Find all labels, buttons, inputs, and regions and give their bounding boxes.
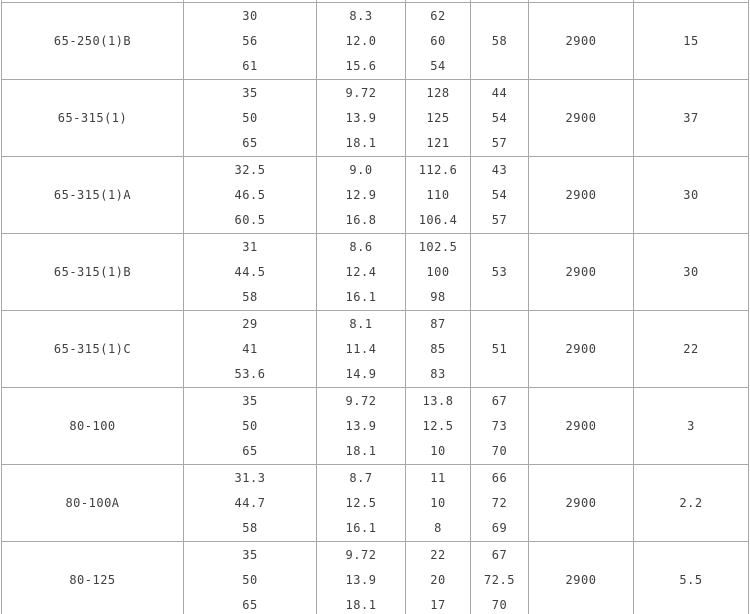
flow-value: 32.5 (234, 162, 266, 177)
table-row (2, 157, 749, 234)
flow-ls-value: 12.9 (345, 187, 377, 202)
head-value: 110 (426, 187, 450, 202)
eff-cell (471, 388, 529, 465)
table-row (2, 80, 749, 157)
power-cell: 15 (634, 3, 749, 80)
eff-value: 54 (491, 187, 508, 202)
flow-ls-value: 18.1 (345, 598, 377, 613)
speed-cell: 2900 (529, 3, 634, 80)
eff-value: 69 (491, 521, 508, 536)
head-value: 8 (434, 521, 442, 536)
eff-value: 58 (491, 33, 508, 48)
eff-cell (471, 234, 529, 311)
head-value: 102.5 (418, 239, 458, 254)
speed-cell: 2900 (529, 234, 634, 311)
speed-cell: 2900 (529, 542, 634, 614)
table-row (2, 234, 749, 311)
head-cell (406, 3, 471, 80)
model-cell: 80-100A (2, 465, 184, 542)
flow-ls-value: 8.1 (349, 316, 373, 331)
head-value: 62 (430, 8, 446, 23)
flow-cell (184, 234, 317, 311)
power-cell: 30 (634, 157, 749, 234)
eff-value: 70 (491, 598, 508, 613)
model-cell: 65-315(1)B (2, 234, 184, 311)
flow-ls-value: 8.7 (349, 470, 373, 485)
flow-ls-value: 13.9 (345, 110, 377, 125)
flow-value: 65 (242, 598, 258, 613)
power-cell: 37 (634, 80, 749, 157)
table-row (2, 388, 749, 465)
flow-value: 65 (242, 444, 258, 459)
head-value: 10 (430, 444, 446, 459)
eff-value: 66 (491, 470, 508, 485)
eff-cell (471, 465, 529, 542)
flow-value: 35 (242, 393, 258, 408)
flow-value: 65 (242, 136, 258, 151)
head-value: 112.6 (418, 162, 458, 177)
power-cell: 5.5 (634, 542, 749, 614)
flow-ls-value: 12.4 (345, 264, 377, 279)
head-value: 128 (426, 85, 450, 100)
model-cell: 80-125 (2, 542, 184, 614)
flow-ls-cell (317, 311, 406, 388)
flow-ls-value: 8.6 (349, 239, 373, 254)
flow-value: 29 (242, 316, 258, 331)
power-cell: 22 (634, 311, 749, 388)
eff-value: 67 (491, 393, 508, 408)
head-value: 10 (430, 495, 446, 510)
eff-cell (471, 311, 529, 388)
power-cell: 30 (634, 234, 749, 311)
eff-cell (471, 80, 529, 157)
table-row (2, 542, 749, 614)
head-value: 87 (430, 316, 446, 331)
flow-cell (184, 388, 317, 465)
speed-cell: 2900 (529, 465, 634, 542)
head-cell (406, 311, 471, 388)
head-value: 100 (426, 264, 450, 279)
flow-ls-value: 16.1 (345, 290, 377, 305)
flow-ls-value: 18.1 (345, 136, 377, 151)
head-value: 17 (430, 598, 446, 613)
eff-value: 44 (491, 85, 508, 100)
eff-cell (471, 542, 529, 614)
head-value: 83 (430, 367, 446, 382)
flow-cell (184, 311, 317, 388)
head-value: 11 (430, 470, 446, 485)
table-row (2, 311, 749, 388)
flow-value: 50 (242, 418, 258, 433)
flow-value: 35 (242, 85, 258, 100)
flow-value: 30 (242, 8, 258, 23)
flow-ls-value: 12.5 (345, 495, 377, 510)
head-value: 98 (430, 290, 446, 305)
pump-spec-table (1, 2, 749, 614)
flow-cell (184, 465, 317, 542)
eff-cell (471, 3, 529, 80)
flow-value: 44.7 (234, 495, 266, 510)
speed-cell: 2900 (529, 311, 634, 388)
head-value: 12.5 (422, 418, 454, 433)
flow-ls-value: 12.0 (345, 33, 377, 48)
flow-ls-cell (317, 465, 406, 542)
flow-ls-value: 11.4 (345, 341, 377, 356)
power-cell: 2.2 (634, 465, 749, 542)
eff-value: 53 (491, 264, 508, 279)
flow-cell (184, 3, 317, 80)
flow-ls-value: 16.1 (345, 521, 377, 536)
eff-value: 57 (491, 213, 508, 228)
flow-cell (184, 80, 317, 157)
flow-cell (184, 542, 317, 614)
flow-value: 60.5 (234, 213, 266, 228)
head-value: 85 (430, 341, 446, 356)
flow-ls-cell (317, 3, 406, 80)
flow-value: 46.5 (234, 187, 266, 202)
head-value: 125 (426, 110, 450, 125)
flow-ls-value: 15.6 (345, 59, 377, 74)
flow-ls-value: 9.72 (345, 393, 377, 408)
head-value: 22 (430, 547, 446, 562)
speed-cell: 2900 (529, 157, 634, 234)
head-cell (406, 465, 471, 542)
flow-value: 44.5 (234, 264, 266, 279)
flow-cell (184, 157, 317, 234)
flow-value: 50 (242, 572, 258, 587)
flow-ls-value: 13.9 (345, 572, 377, 587)
model-cell: 65-315(1)A (2, 157, 184, 234)
flow-ls-value: 9.72 (345, 547, 377, 562)
head-value: 60 (430, 33, 446, 48)
eff-value: 54 (491, 110, 508, 125)
flow-value: 35 (242, 547, 258, 562)
flow-value: 31 (242, 239, 258, 254)
model-cell: 80-100 (2, 388, 184, 465)
power-cell: 3 (634, 388, 749, 465)
head-value: 20 (430, 572, 446, 587)
head-value: 106.4 (418, 213, 458, 228)
flow-value: 50 (242, 110, 258, 125)
table-row (2, 465, 749, 542)
head-cell (406, 157, 471, 234)
flow-ls-value: 16.8 (345, 213, 377, 228)
eff-value: 43 (491, 162, 508, 177)
eff-value: 72.5 (484, 572, 515, 587)
eff-value: 72 (491, 495, 508, 510)
flow-value: 53.6 (234, 367, 266, 382)
head-value: 13.8 (422, 393, 454, 408)
eff-cell (471, 157, 529, 234)
model-cell: 65-315(1) (2, 80, 184, 157)
head-cell (406, 234, 471, 311)
flow-value: 61 (242, 59, 258, 74)
flow-ls-cell (317, 80, 406, 157)
head-value: 54 (430, 59, 446, 74)
eff-value: 51 (491, 341, 508, 356)
flow-value: 31.3 (234, 470, 266, 485)
eff-value: 73 (491, 418, 508, 433)
model-cell: 65-315(1)C (2, 311, 184, 388)
model-cell: 65-250(1)B (2, 3, 184, 80)
eff-value: 57 (491, 136, 508, 151)
flow-ls-value: 13.9 (345, 418, 377, 433)
flow-ls-value: 9.0 (349, 162, 373, 177)
table-row (2, 3, 749, 80)
head-cell (406, 388, 471, 465)
speed-cell: 2900 (529, 388, 634, 465)
flow-value: 56 (242, 33, 258, 48)
head-cell (406, 80, 471, 157)
eff-value: 70 (491, 444, 508, 459)
flow-ls-value: 8.3 (349, 8, 373, 23)
flow-value: 58 (242, 290, 258, 305)
flow-ls-value: 14.9 (345, 367, 377, 382)
flow-ls-cell (317, 157, 406, 234)
speed-cell: 2900 (529, 80, 634, 157)
flow-value: 41 (242, 341, 258, 356)
eff-value: 67 (491, 547, 508, 562)
flow-ls-cell (317, 234, 406, 311)
flow-ls-cell (317, 388, 406, 465)
flow-ls-value: 18.1 (345, 444, 377, 459)
head-value: 121 (426, 136, 450, 151)
head-cell (406, 542, 471, 614)
flow-ls-cell (317, 542, 406, 614)
flow-value: 58 (242, 521, 258, 536)
flow-ls-value: 9.72 (345, 85, 377, 100)
